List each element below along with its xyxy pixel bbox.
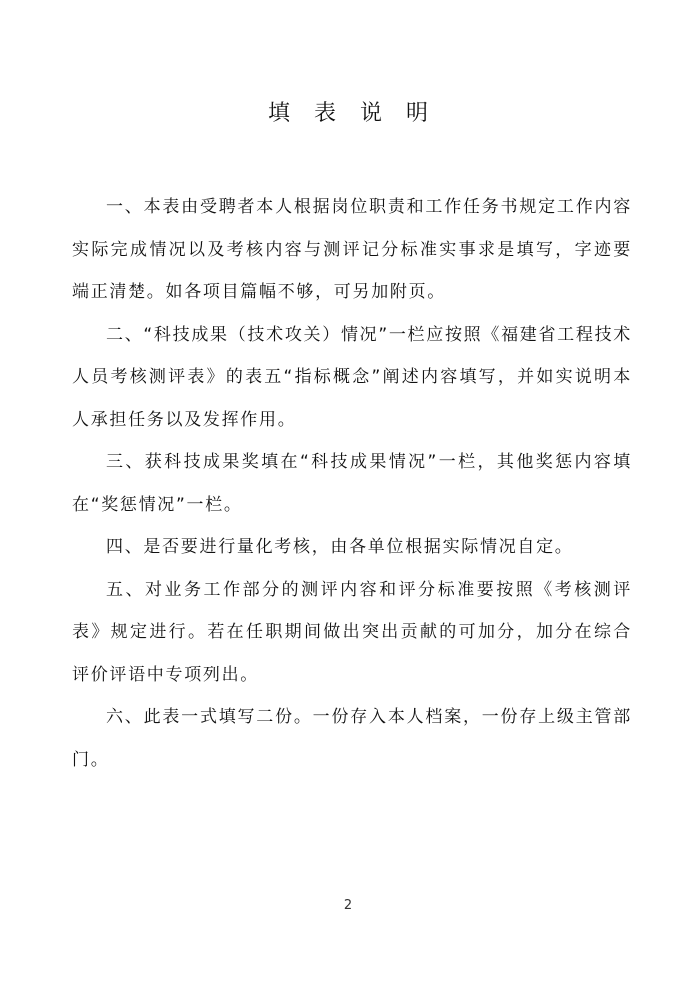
instruction-paragraph-4: 四、是否要进行量化考核，由各单位根据实际情况自定。: [106, 537, 574, 557]
page-title: 填表说明: [267, 101, 452, 126]
instruction-paragraph-5: 五、对业务工作部分的测评内容和评分标准要按照《考核测评表》规定进行。若在任职期间做出突出贡献的可加分，加分在综合评价评语中专项列出。: [72, 579, 632, 685]
instruction-paragraph-2: 二、“科技成果（技术攻关）情况”一栏应按照《福建省工程技术人员考核测评表》的表五“指标概念”阐述内容填写，并如实说明本人承担任务以及发挥作用。: [72, 324, 632, 430]
instructions-body: [72, 186, 632, 781]
instruction-paragraph-1: 一、本表由受聘者本人根据岗位职责和工作任务书规定工作内容实际完成情况以及考核内容与测评记分标准实事求是填写，字迹要端正清楚。如各项目篇幅不够，可另加附页。: [72, 197, 632, 302]
instruction-paragraph-6: 六、此表一式填写二份。一份存入本人档案，一份存上级主管部门。: [72, 707, 632, 770]
page-number: 2: [343, 898, 353, 913]
instruction-paragraph-3: 三、获科技成果奖填在“科技成果情况”一栏，其他奖惩内容填在“奖惩情况”一栏。: [72, 452, 632, 515]
